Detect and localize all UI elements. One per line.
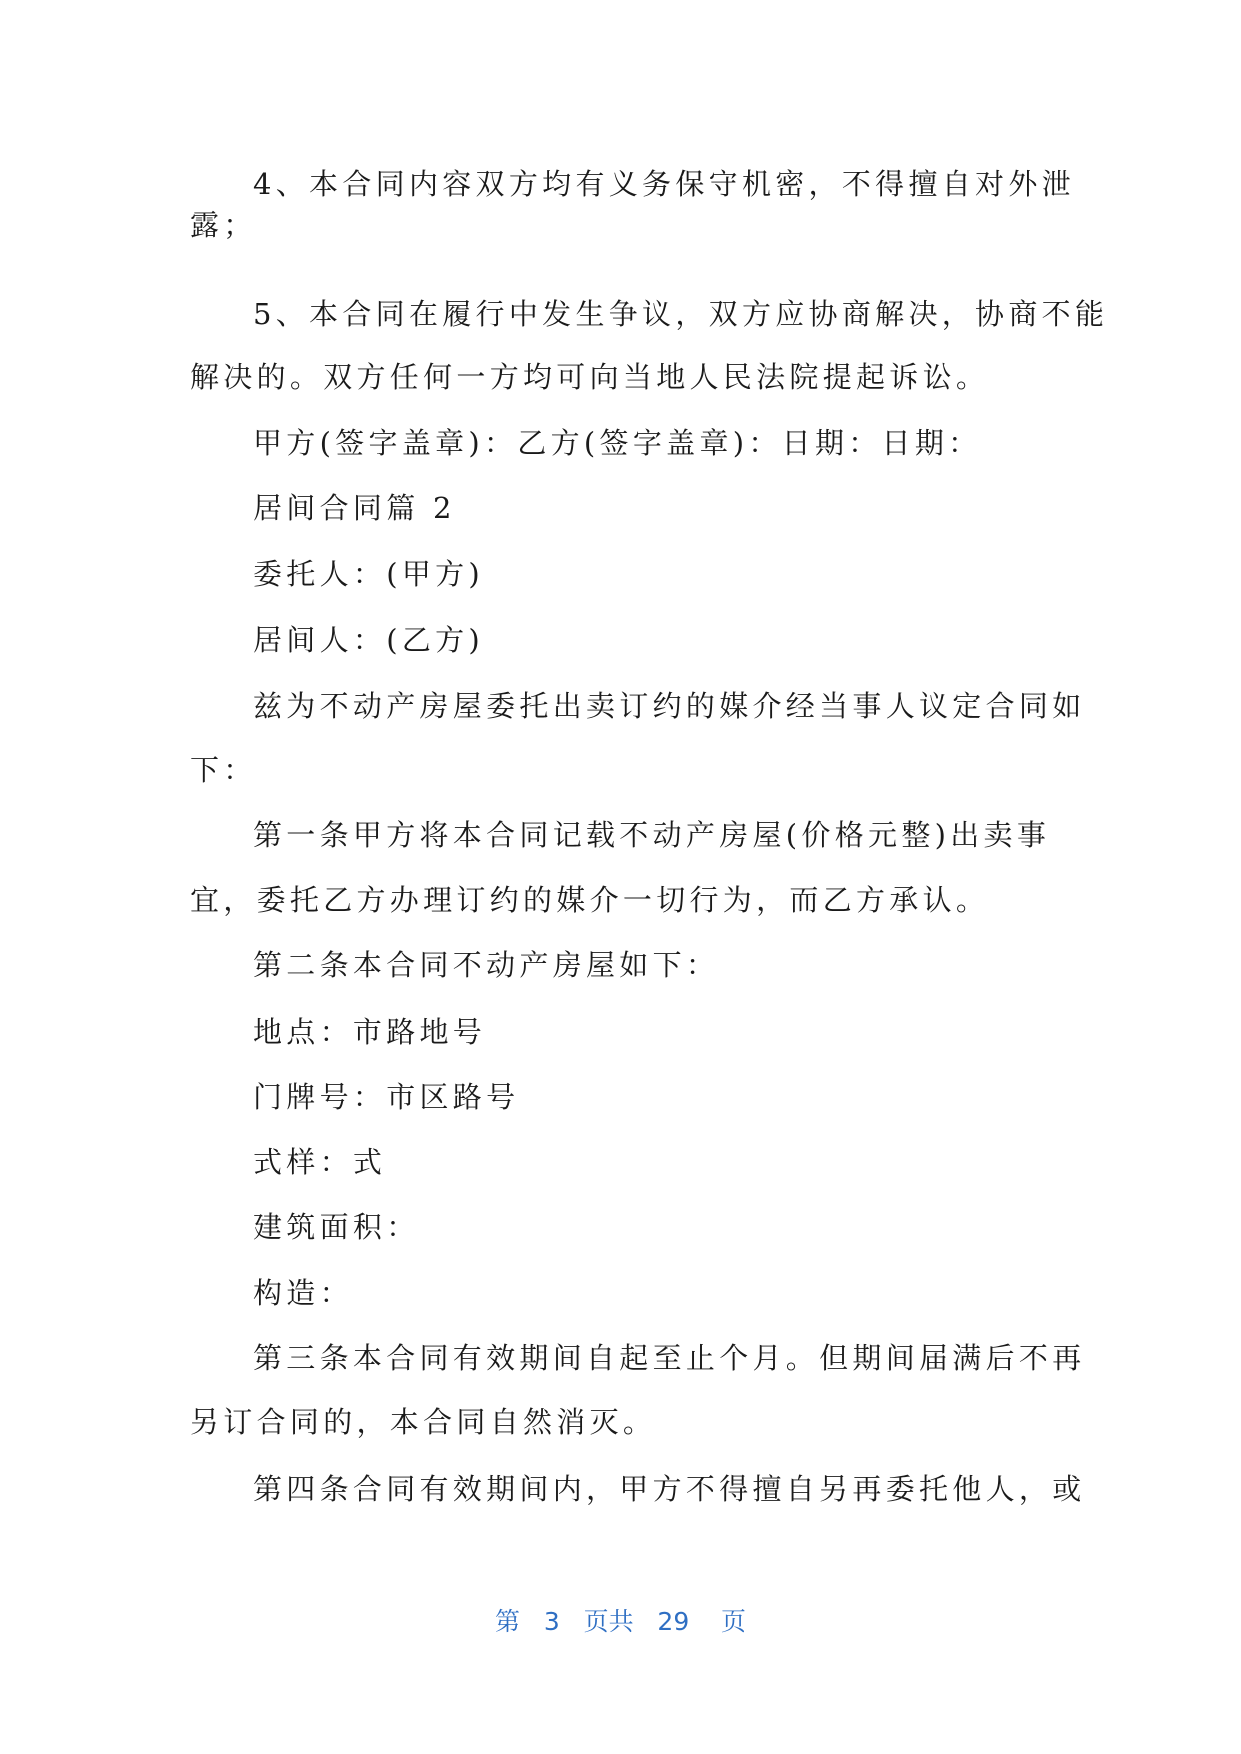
- current-page-number: 3: [543, 1607, 560, 1636]
- paragraph-line: 式样：式: [253, 1145, 387, 1179]
- paragraph-line: 兹为不动产房屋委托出卖订约的媒介经当事人议定合同如: [253, 689, 1086, 723]
- paragraph-line: 第四条合同有效期间内，甲方不得擅自另再委托他人，或: [253, 1472, 1086, 1506]
- section-heading: 居间合同篇 2: [253, 491, 456, 525]
- signature-line: 甲方(签字盖章)：乙方(签字盖章)：日期：日期：: [253, 426, 982, 460]
- paragraph-line: 下：: [190, 753, 257, 787]
- paragraph-line: 门牌号：市区路号: [253, 1080, 520, 1114]
- paragraph-line: 建筑面积：: [253, 1210, 420, 1244]
- paragraph-line: 居间人：(乙方): [253, 623, 485, 657]
- paragraph-line: 露；: [190, 208, 257, 242]
- paragraph-line: 4、本合同内容双方均有义务保守机密，不得擅自对外泄: [253, 167, 1075, 201]
- paragraph-line: 地点：市路地号: [253, 1015, 487, 1049]
- paragraph-line: 第三条本合同有效期间自起至止个月。但期间届满后不再: [253, 1341, 1086, 1375]
- paragraph-line: 构造：: [253, 1276, 353, 1310]
- paragraph-line: 解决的。双方任何一方均可向当地人民法院提起诉讼。: [190, 360, 990, 394]
- total-pages-number: 29: [657, 1607, 690, 1636]
- footer-middle: 页共: [583, 1607, 634, 1636]
- paragraph-line: 宜，委托乙方办理订约的媒介一切行为，而乙方承认。: [190, 883, 990, 917]
- paragraph-line: 第一条甲方将本合同记载不动产房屋(价格元整)出卖事: [253, 818, 1051, 852]
- footer-suffix: 页: [721, 1607, 747, 1636]
- paragraph-line: 第二条本合同不动产房屋如下：: [253, 948, 720, 982]
- page-footer: [0, 1604, 1241, 1640]
- paragraph-line: 5、本合同在履行中发生争议，双方应协商解决，协商不能: [253, 297, 1109, 331]
- paragraph-line: 另订合同的，本合同自然消灭。: [190, 1405, 657, 1439]
- footer-prefix: 第: [494, 1607, 520, 1636]
- paragraph-line: 委托人：(甲方): [253, 557, 485, 591]
